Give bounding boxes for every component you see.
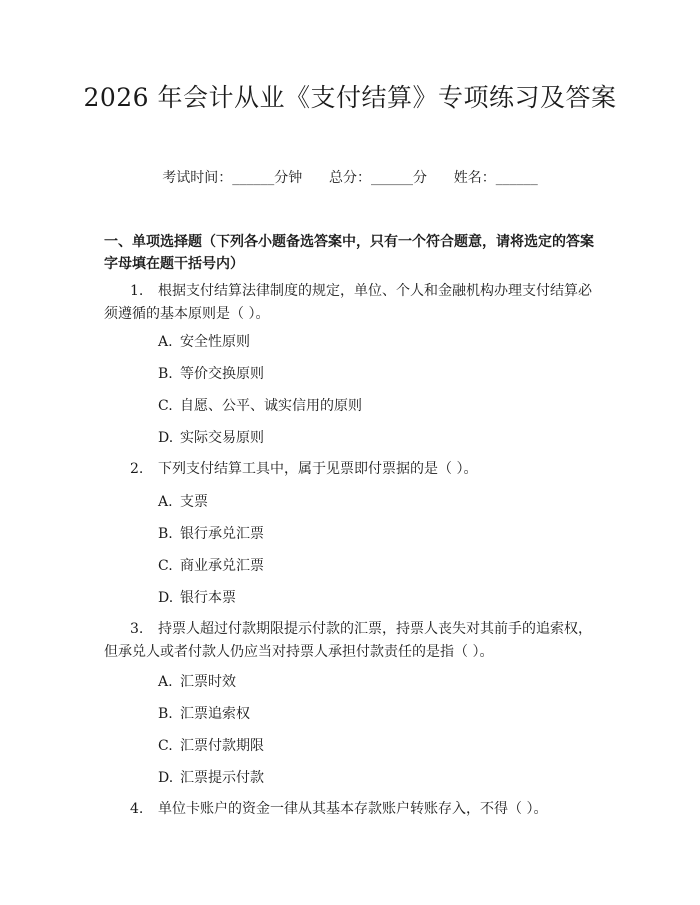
question-number: 2. <box>130 461 144 477</box>
option-text: 汇票付款期限 <box>180 738 264 754</box>
question-2-option-d <box>158 588 578 608</box>
option-text: 实际交易原则 <box>180 430 264 446</box>
question-1-option-a <box>158 332 578 352</box>
question-2-option-c <box>158 556 578 576</box>
option-text: 等价交换原则 <box>180 366 264 382</box>
option-letter: D. <box>158 430 174 446</box>
question-text: 持票人超过付款期限提示付款的汇票，持票人丧失对其前手的追索权，但承兑人或者付款人仍应当对持票人承担付款责任的是指（ ）。 <box>104 621 592 660</box>
question-3 <box>104 618 604 664</box>
option-letter: B. <box>158 526 173 542</box>
option-text: 自愿、公平、诚实信用的原则 <box>180 398 362 414</box>
question-text: 根据支付结算法律制度的规定，单位、个人和金融机构办理支付结算必须遵循的基本原则是（ ）。 <box>104 283 592 322</box>
option-text: 汇票提示付款 <box>180 770 264 786</box>
question-1-option-b <box>158 364 578 384</box>
question-2 <box>104 458 604 481</box>
option-text: 银行承兑汇票 <box>180 526 264 542</box>
option-letter: D. <box>158 590 174 606</box>
question-text: 下列支付结算工具中，属于见票即付票据的是（ ）。 <box>158 461 478 477</box>
option-text: 支票 <box>180 494 208 510</box>
question-3-option-a <box>158 672 578 692</box>
option-text: 商业承兑汇票 <box>180 558 264 574</box>
option-letter: D. <box>158 770 174 786</box>
question-number: 1. <box>130 283 144 299</box>
option-letter: B. <box>158 366 173 382</box>
section-heading: 一、单项选择题（下列各小题备选答案中，只有一个符合题意，请将选定的答案字母填在题干括号内） <box>104 234 594 272</box>
question-3-option-c <box>158 736 578 756</box>
option-text: 银行本票 <box>180 590 236 606</box>
option-letter: B. <box>158 706 173 722</box>
option-letter: C. <box>158 398 173 414</box>
document-title: 2026 年会计从业《支付结算》专项练习及答案 <box>83 83 617 112</box>
question-1 <box>104 280 604 326</box>
question-3-option-b <box>158 704 578 724</box>
exam-info-line: 考试时间：______分钟 总分：______分 姓名：______ <box>162 170 538 186</box>
option-letter: C. <box>158 558 173 574</box>
question-1-option-d <box>158 428 578 448</box>
option-letter: C. <box>158 738 173 754</box>
question-4 <box>104 798 604 821</box>
question-number: 3. <box>130 621 144 637</box>
question-2-option-b <box>158 524 578 544</box>
option-text: 汇票追索权 <box>180 706 250 722</box>
option-text: 安全性原则 <box>180 334 250 350</box>
question-number: 4. <box>130 801 144 817</box>
question-3-option-d <box>158 768 578 788</box>
option-letter: A. <box>158 674 173 690</box>
option-text: 汇票时效 <box>180 674 236 690</box>
question-2-option-a <box>158 492 578 512</box>
question-text: 单位卡账户的资金一律从其基本存款账户转账存入，不得（ ）。 <box>158 801 548 817</box>
option-letter: A. <box>158 494 173 510</box>
option-letter: A. <box>158 334 173 350</box>
question-1-option-c <box>158 396 578 416</box>
